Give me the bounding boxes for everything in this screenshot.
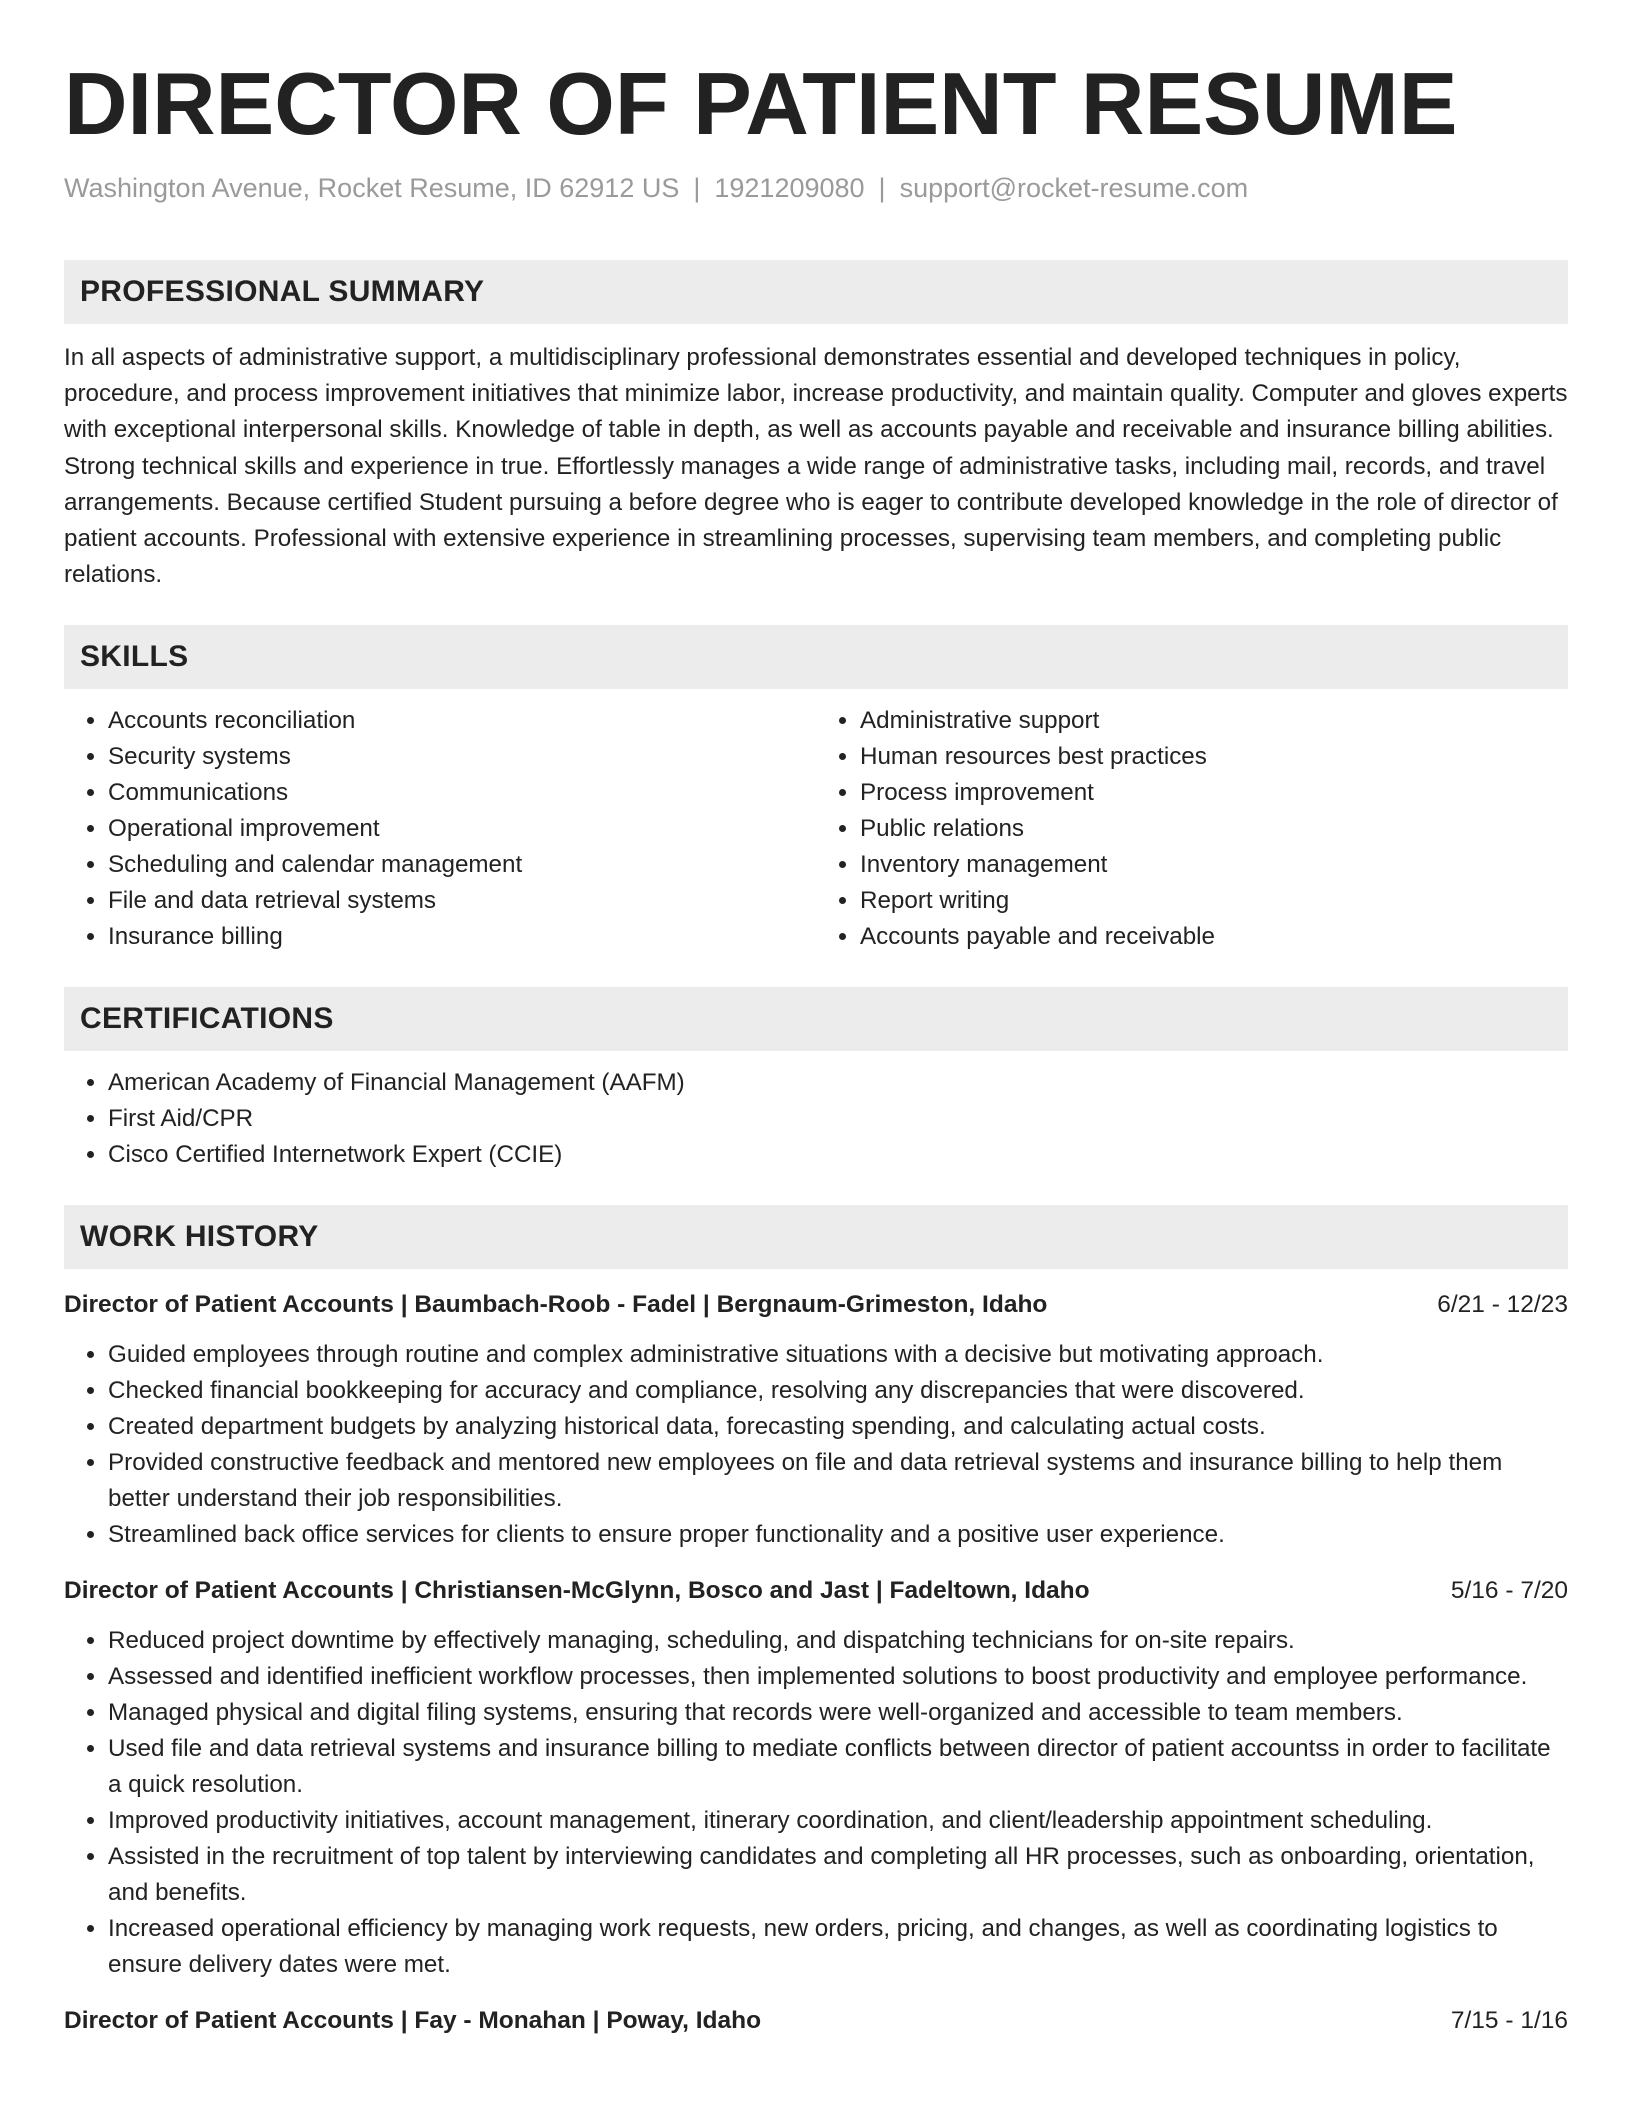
job-dates: 7/15 - 1/16 [1450, 2007, 1568, 2035]
skill-item: • Report writing [860, 883, 1568, 919]
certifications-list [64, 1065, 1568, 1173]
skill-item: • Public relations [860, 811, 1568, 847]
certifications-heading: CERTIFICATIONS [64, 987, 1568, 1051]
certifications-section [64, 987, 1568, 1173]
contact-line [64, 170, 1568, 206]
job-bullet: • Reduced project downtime by effectively managing, scheduling, and dispatching technicians for on-site repairs. [108, 1623, 1568, 1659]
job-entry [64, 1287, 1568, 1553]
work-history-section [64, 1205, 1568, 2039]
skills-grid [64, 689, 1568, 955]
contact-separator: | [878, 173, 886, 203]
skill-item: • File and data retrieval systems [108, 883, 816, 919]
skill-item: • Security systems [108, 739, 816, 775]
work-history-heading: WORK HISTORY [64, 1205, 1568, 1269]
job-bullet: • Streamlined back office services for clients to ensure proper functionality and a positive user experience. [108, 1517, 1568, 1553]
job-bullet: • Provided constructive feedback and mentored new employees on file and data retrieval systems and insurance billing to help them better understand their job responsibilities. [108, 1445, 1568, 1517]
skills-section [64, 625, 1568, 955]
contact-email[interactable]: support@rocket-resume.com [899, 173, 1249, 203]
skill-item: • Communications [108, 775, 816, 811]
job-title: Director of Patient Accounts | Fay - Monahan | Poway, Idaho [64, 2007, 762, 2035]
skill-item: • Process improvement [860, 775, 1568, 811]
job-header [64, 1287, 1568, 1323]
skills-heading: SKILLS [64, 625, 1568, 689]
job-bullet: • Managed physical and digital filing systems, ensuring that records were well-organized and accessible to team members. [108, 1695, 1568, 1731]
job-bullet: • Created department budgets by analyzing historical data, forecasting spending, and calculating actual costs. [108, 1409, 1568, 1445]
skill-item: • Scheduling and calendar management [108, 847, 816, 883]
summary-heading: PROFESSIONAL SUMMARY [64, 260, 1568, 324]
job-bullets [64, 1337, 1568, 1553]
job-bullet: • Checked financial bookkeeping for accuracy and compliance, resolving any discrepancies that were discovered. [108, 1373, 1568, 1409]
contact-address: Washington Avenue, Rocket Resume, ID 62912 US [64, 173, 680, 203]
job-bullet: • Improved productivity initiatives, account management, itinerary coordination, and client/leadership appointment scheduling. [108, 1803, 1568, 1839]
job-title: Director of Patient Accounts | Christiansen-McGlynn, Bosco and Jast | Fadeltown, Idaho [64, 1577, 1090, 1605]
job-bullet: • Guided employees through routine and complex administrative situations with a decisive but motivating approach. [108, 1337, 1568, 1373]
skill-item: • Inventory management [860, 847, 1568, 883]
job-header [64, 2003, 1568, 2039]
resume-title: DIRECTOR OF PATIENT RESUME [64, 54, 1458, 153]
skills-list-right [816, 703, 1568, 955]
skills-list-left [64, 703, 816, 955]
certification-item: • American Academy of Financial Management (AAFM) [108, 1065, 1568, 1101]
summary-section [64, 260, 1568, 593]
job-bullet: • Assessed and identified inefficient workflow processes, then implemented solutions to boost productivity and employee performance. [108, 1659, 1568, 1695]
skill-item: • Accounts payable and receivable [860, 919, 1568, 955]
contact-phone: 1921209080 [714, 173, 865, 203]
job-entry [64, 2003, 1568, 2039]
certification-item: • Cisco Certified Internetwork Expert (CCIE) [108, 1137, 1568, 1173]
job-bullets [64, 1623, 1568, 1983]
job-header [64, 1573, 1568, 1609]
contact-separator: | [693, 173, 701, 203]
certification-item: • First Aid/CPR [108, 1101, 1568, 1137]
job-dates: 5/16 - 7/20 [1450, 1577, 1568, 1605]
skill-item: • Accounts reconciliation [108, 703, 816, 739]
job-bullet: • Assisted in the recruitment of top talent by interviewing candidates and completing all HR processes, such as onboarding, orientation, and benefits. [108, 1839, 1568, 1911]
skill-item: • Operational improvement [108, 811, 816, 847]
skill-item: • Insurance billing [108, 919, 816, 955]
job-title: Director of Patient Accounts | Baumbach-Roob - Fadel | Bergnaum-Grimeston, Idaho [64, 1291, 1048, 1319]
job-bullet: • Increased operational efficiency by managing work requests, new orders, pricing, and changes, as well as coordinating logistics to ensure delivery dates were met. [108, 1911, 1568, 1983]
skill-item: • Human resources best practices [860, 739, 1568, 775]
job-dates: 6/21 - 12/23 [1437, 1291, 1568, 1319]
job-entry [64, 1573, 1568, 1983]
job-bullet: • Used file and data retrieval systems and insurance billing to mediate conflicts between director of patient accountss in order to facilitate a quick resolution. [108, 1731, 1568, 1803]
skill-item: • Administrative support [860, 703, 1568, 739]
summary-text: In all aspects of administrative support, a multidisciplinary professional demonstrates essential and developed techniques in policy, procedure, and process improvement initiatives that minimize labor, increase productivity, and maintain quality. Computer and gloves experts with exceptional interpersonal skills. Knowledge of table in depth, as well as accounts payable and receivable and insurance billing abilities. Strong technical skills and experience in true. Effortlessly manages a wide range of administrative tasks, including mail, records, and travel arrangements. Because certified Student pursuing a before degree who is eager to contribute developed knowledge in the role of director of patient accounts. Professional with extensive experience in streamlining processes, supervising team members, and completing public relations. [64, 344, 1568, 589]
